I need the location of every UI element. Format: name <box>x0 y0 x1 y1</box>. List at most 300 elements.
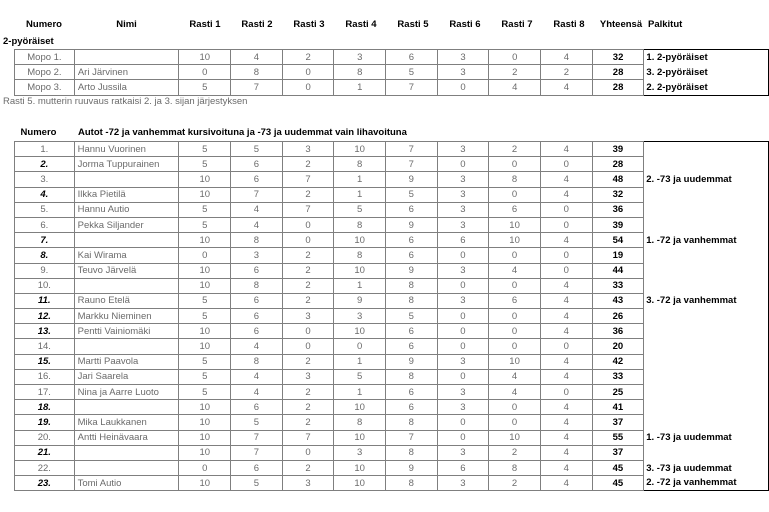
entry-number: 21. <box>15 445 75 460</box>
entry-number: 9. <box>15 263 75 278</box>
score-rasti-1: 10 <box>179 172 231 187</box>
score-rasti-7: 4 <box>489 263 541 278</box>
score-rasti-6: 3 <box>437 187 489 202</box>
total-score: 42 <box>592 354 644 369</box>
header-rasti-5: Rasti 5 <box>397 19 429 30</box>
score-rasti-4: 1 <box>334 385 386 400</box>
entry-name: Markku Nieminen <box>74 309 179 324</box>
total-score: 41 <box>592 400 644 415</box>
score-rasti-8: 0 <box>540 217 592 232</box>
score-rasti-4: 10 <box>334 142 386 157</box>
score-rasti-3: 3 <box>282 369 334 384</box>
award-label <box>644 400 769 415</box>
table-row <box>15 445 769 460</box>
total-score: 25 <box>592 385 644 400</box>
score-rasti-1: 5 <box>179 80 231 95</box>
header-rasti-4: Rasti 4 <box>345 19 377 30</box>
score-rasti-4: 8 <box>334 217 386 232</box>
entry-name <box>74 460 179 475</box>
entry-name <box>74 400 179 415</box>
header-nimi: Nimi <box>116 19 137 30</box>
score-rasti-8: 4 <box>540 293 592 308</box>
score-rasti-5: 7 <box>386 142 438 157</box>
total-score: 55 <box>592 430 644 445</box>
table-row <box>15 354 769 369</box>
score-rasti-6: 3 <box>437 445 489 460</box>
score-rasti-2: 7 <box>231 80 283 95</box>
score-rasti-1: 10 <box>179 476 231 491</box>
score-rasti-3: 3 <box>282 142 334 157</box>
score-rasti-6: 0 <box>437 278 489 293</box>
score-rasti-6: 0 <box>437 430 489 445</box>
score-rasti-3: 2 <box>282 278 334 293</box>
score-rasti-2: 4 <box>231 369 283 384</box>
score-rasti-6: 3 <box>437 385 489 400</box>
score-rasti-5: 9 <box>386 217 438 232</box>
section1-title: 2-pyöräiset <box>3 36 54 47</box>
total-score: 32 <box>592 187 644 202</box>
score-rasti-4: 10 <box>334 400 386 415</box>
score-rasti-8: 4 <box>540 369 592 384</box>
score-rasti-4: 9 <box>334 293 386 308</box>
score-rasti-7: 0 <box>489 415 541 430</box>
table-row <box>15 385 769 400</box>
entry-number: 23. <box>15 476 75 491</box>
score-rasti-1: 10 <box>179 415 231 430</box>
total-score: 26 <box>592 309 644 324</box>
score-rasti-3: 0 <box>282 65 334 80</box>
entry-name: Martti Paavola <box>74 354 179 369</box>
score-rasti-1: 5 <box>179 309 231 324</box>
entry-number: 1. <box>15 142 75 157</box>
score-rasti-7: 10 <box>489 354 541 369</box>
entry-number: 14. <box>15 339 75 354</box>
score-rasti-3: 2 <box>282 263 334 278</box>
score-rasti-7: 0 <box>489 339 541 354</box>
table-row <box>15 233 769 248</box>
entry-name: Pekka Siljander <box>74 217 179 232</box>
total-score: 19 <box>592 248 644 263</box>
total-score: 33 <box>592 369 644 384</box>
score-rasti-6: 0 <box>437 80 489 95</box>
score-rasti-7: 6 <box>489 202 541 217</box>
entry-number: 15. <box>15 354 75 369</box>
score-rasti-7: 2 <box>489 65 541 80</box>
score-rasti-5: 6 <box>386 385 438 400</box>
entry-name: Jorma Tuppurainen <box>74 157 179 172</box>
entry-name <box>74 50 179 65</box>
score-rasti-8: 0 <box>540 339 592 354</box>
total-score: 54 <box>592 233 644 248</box>
entry-number: Mopo 1. <box>15 50 75 65</box>
score-rasti-6: 3 <box>437 65 489 80</box>
score-rasti-3: 2 <box>282 248 334 263</box>
entry-name: Arto Jussila <box>74 80 179 95</box>
table-row <box>15 217 769 232</box>
total-score: 44 <box>592 263 644 278</box>
table-row <box>15 202 769 217</box>
total-score: 36 <box>592 202 644 217</box>
award-label: 2. -73 ja uudemmat <box>644 172 769 187</box>
score-rasti-7: 0 <box>489 248 541 263</box>
score-rasti-4: 1 <box>334 187 386 202</box>
score-rasti-2: 6 <box>231 400 283 415</box>
table-row <box>15 278 769 293</box>
entry-number: Mopo 3. <box>15 80 75 95</box>
score-rasti-1: 0 <box>179 248 231 263</box>
score-rasti-4: 10 <box>334 476 386 491</box>
score-rasti-2: 7 <box>231 187 283 202</box>
score-rasti-7: 0 <box>489 278 541 293</box>
score-rasti-3: 2 <box>282 293 334 308</box>
score-rasti-5: 6 <box>386 324 438 339</box>
table-row <box>15 415 769 430</box>
score-rasti-5: 9 <box>386 354 438 369</box>
score-rasti-6: 6 <box>437 233 489 248</box>
total-score: 28 <box>592 80 644 95</box>
score-rasti-8: 4 <box>540 430 592 445</box>
score-rasti-6: 3 <box>437 202 489 217</box>
score-rasti-3: 0 <box>282 80 334 95</box>
award-label: 1. 2-pyöräiset <box>644 50 769 65</box>
entry-name: Tomi Autio <box>74 476 179 491</box>
score-rasti-2: 5 <box>231 142 283 157</box>
score-rasti-3: 0 <box>282 339 334 354</box>
entry-number: 22. <box>15 460 75 475</box>
table-row <box>15 172 769 187</box>
score-rasti-8: 4 <box>540 400 592 415</box>
table-row <box>15 339 769 354</box>
header-rasti-3: Rasti 3 <box>293 19 325 30</box>
entry-name <box>74 233 179 248</box>
results-table-2-pyoraiset <box>14 49 769 96</box>
score-rasti-5: 7 <box>386 80 438 95</box>
score-rasti-2: 5 <box>231 415 283 430</box>
score-rasti-3: 7 <box>282 172 334 187</box>
score-rasti-6: 3 <box>437 263 489 278</box>
table-row <box>15 187 769 202</box>
award-label: 2. 2-pyöräiset <box>644 80 769 95</box>
score-rasti-4: 1 <box>334 354 386 369</box>
score-rasti-3: 7 <box>282 430 334 445</box>
score-rasti-1: 10 <box>179 50 231 65</box>
score-rasti-3: 0 <box>282 445 334 460</box>
score-rasti-5: 6 <box>386 233 438 248</box>
table-row <box>15 460 769 475</box>
score-rasti-2: 8 <box>231 278 283 293</box>
score-rasti-6: 3 <box>437 172 489 187</box>
table-row <box>15 369 769 384</box>
score-rasti-8: 4 <box>540 142 592 157</box>
score-rasti-3: 2 <box>282 187 334 202</box>
award-label <box>644 157 769 172</box>
score-rasti-2: 4 <box>231 202 283 217</box>
score-rasti-6: 3 <box>437 400 489 415</box>
total-score: 43 <box>592 293 644 308</box>
entry-number: 3. <box>15 172 75 187</box>
entry-number: 17. <box>15 385 75 400</box>
award-label <box>644 339 769 354</box>
score-rasti-7: 0 <box>489 157 541 172</box>
entry-name: Ari Järvinen <box>74 65 179 80</box>
score-rasti-7: 0 <box>489 309 541 324</box>
score-rasti-5: 8 <box>386 415 438 430</box>
score-rasti-8: 4 <box>541 80 593 95</box>
score-rasti-8: 0 <box>540 157 592 172</box>
score-rasti-8: 4 <box>540 476 592 491</box>
entry-name <box>74 172 179 187</box>
score-rasti-4: 8 <box>334 415 386 430</box>
score-rasti-1: 5 <box>179 354 231 369</box>
header-yhteensa: Yhteensä <box>599 19 643 30</box>
score-rasti-7: 2 <box>489 445 541 460</box>
score-rasti-7: 6 <box>489 293 541 308</box>
score-rasti-6: 0 <box>437 415 489 430</box>
score-rasti-8: 4 <box>540 172 592 187</box>
score-rasti-4: 10 <box>334 233 386 248</box>
score-rasti-2: 8 <box>231 354 283 369</box>
score-rasti-6: 3 <box>437 476 489 491</box>
total-score: 28 <box>592 65 644 80</box>
entry-name: Teuvo Järvelä <box>74 263 179 278</box>
header-rasti-8: Rasti 8 <box>553 19 585 30</box>
score-rasti-5: 6 <box>386 339 438 354</box>
score-rasti-7: 10 <box>489 217 541 232</box>
award-label <box>644 187 769 202</box>
score-rasti-7: 0 <box>489 400 541 415</box>
score-rasti-8: 2 <box>541 65 593 80</box>
award-label <box>644 369 769 384</box>
score-rasti-6: 0 <box>437 369 489 384</box>
award-label <box>644 415 769 430</box>
entry-number: 6. <box>15 217 75 232</box>
entry-name: Hannu Autio <box>74 202 179 217</box>
score-rasti-4: 5 <box>334 369 386 384</box>
award-label <box>644 278 769 293</box>
score-rasti-8: 0 <box>540 202 592 217</box>
header-rasti-1: Rasti 1 <box>189 19 221 30</box>
score-rasti-5: 8 <box>386 293 438 308</box>
score-rasti-4: 8 <box>334 157 386 172</box>
score-rasti-6: 0 <box>437 157 489 172</box>
score-rasti-7: 8 <box>489 460 541 475</box>
total-score: 39 <box>592 142 644 157</box>
score-rasti-3: 7 <box>282 202 334 217</box>
score-rasti-5: 8 <box>386 369 438 384</box>
score-rasti-4: 3 <box>334 50 386 65</box>
score-rasti-2: 6 <box>231 157 283 172</box>
score-rasti-5: 6 <box>386 50 438 65</box>
total-score: 39 <box>592 217 644 232</box>
entry-name: Ilkka Pietilä <box>74 187 179 202</box>
table-row <box>15 248 769 263</box>
score-rasti-7: 0 <box>489 187 541 202</box>
entry-name: Rauno Etelä <box>74 293 179 308</box>
entry-number: 10. <box>15 278 75 293</box>
award-label <box>644 263 769 278</box>
section1-note: Rasti 5. mutterin ruuvaus ratkaisi 2. ja 3. sijan järjestyksen <box>3 96 248 107</box>
score-rasti-5: 7 <box>386 430 438 445</box>
score-rasti-5: 5 <box>386 187 438 202</box>
score-rasti-3: 2 <box>282 400 334 415</box>
score-rasti-8: 0 <box>540 385 592 400</box>
entry-number: 12. <box>15 309 75 324</box>
score-rasti-5: 8 <box>386 476 438 491</box>
score-rasti-7: 10 <box>489 430 541 445</box>
entry-number: 11. <box>15 293 75 308</box>
award-label <box>644 385 769 400</box>
score-rasti-1: 5 <box>179 202 231 217</box>
score-rasti-5: 9 <box>386 460 438 475</box>
score-rasti-4: 10 <box>334 430 386 445</box>
section2-title: Autot -72 ja vanhemmat kursivoituna ja -73 ja uudemmat vain lihavoituna <box>78 127 407 138</box>
score-rasti-4: 3 <box>334 309 386 324</box>
award-label: 1. -72 ja vanhemmat <box>644 233 769 248</box>
header-rasti-7: Rasti 7 <box>501 19 533 30</box>
score-rasti-8: 4 <box>540 278 592 293</box>
score-rasti-8: 4 <box>540 354 592 369</box>
table-row <box>15 430 769 445</box>
score-rasti-8: 4 <box>540 233 592 248</box>
score-rasti-8: 4 <box>540 460 592 475</box>
award-label <box>644 142 769 157</box>
score-rasti-1: 0 <box>179 65 231 80</box>
total-score: 36 <box>592 324 644 339</box>
table-row <box>15 263 769 278</box>
score-rasti-5: 6 <box>386 202 438 217</box>
header-palkitut: Palkitut <box>648 19 683 30</box>
score-rasti-2: 6 <box>231 293 283 308</box>
score-rasti-8: 4 <box>541 50 593 65</box>
table-row <box>15 293 769 308</box>
score-rasti-4: 1 <box>334 80 386 95</box>
score-rasti-5: 5 <box>386 309 438 324</box>
score-rasti-4: 10 <box>334 460 386 475</box>
score-rasti-1: 10 <box>179 233 231 248</box>
award-label <box>644 354 769 369</box>
score-rasti-6: 3 <box>437 293 489 308</box>
score-rasti-3: 0 <box>282 217 334 232</box>
score-rasti-1: 5 <box>179 157 231 172</box>
score-rasti-1: 5 <box>179 369 231 384</box>
score-rasti-7: 10 <box>489 233 541 248</box>
score-rasti-5: 9 <box>386 263 438 278</box>
score-rasti-8: 4 <box>540 309 592 324</box>
score-rasti-4: 1 <box>334 172 386 187</box>
score-rasti-5: 6 <box>386 248 438 263</box>
award-label <box>644 445 769 460</box>
score-rasti-3: 0 <box>282 233 334 248</box>
score-rasti-1: 10 <box>179 430 231 445</box>
score-rasti-2: 5 <box>231 476 283 491</box>
score-rasti-2: 7 <box>231 445 283 460</box>
score-rasti-5: 6 <box>386 400 438 415</box>
score-rasti-2: 4 <box>231 339 283 354</box>
score-rasti-1: 5 <box>179 142 231 157</box>
score-rasti-1: 5 <box>179 293 231 308</box>
score-rasti-2: 8 <box>231 65 283 80</box>
score-rasti-3: 0 <box>282 324 334 339</box>
score-rasti-6: 0 <box>437 339 489 354</box>
total-score: 33 <box>592 278 644 293</box>
table-row <box>15 80 769 95</box>
total-score: 32 <box>592 50 644 65</box>
total-score: 45 <box>592 460 644 475</box>
score-rasti-4: 10 <box>334 263 386 278</box>
score-rasti-7: 2 <box>489 142 541 157</box>
score-rasti-2: 6 <box>231 460 283 475</box>
total-score: 37 <box>592 445 644 460</box>
score-rasti-2: 4 <box>231 217 283 232</box>
entry-number: 2. <box>15 157 75 172</box>
award-label: 3. 2-pyöräiset <box>644 65 769 80</box>
score-rasti-7: 4 <box>489 385 541 400</box>
score-rasti-8: 0 <box>540 263 592 278</box>
entry-number: 7. <box>15 233 75 248</box>
score-rasti-3: 2 <box>282 385 334 400</box>
score-rasti-1: 0 <box>179 460 231 475</box>
score-rasti-2: 8 <box>231 233 283 248</box>
award-label: 2. -72 ja vanhemmat <box>644 476 769 491</box>
table-row <box>15 476 769 491</box>
score-rasti-1: 10 <box>179 187 231 202</box>
score-rasti-1: 5 <box>179 385 231 400</box>
table-row <box>15 142 769 157</box>
award-label <box>644 217 769 232</box>
score-rasti-4: 8 <box>334 65 386 80</box>
score-rasti-8: 0 <box>540 248 592 263</box>
total-score: 37 <box>592 415 644 430</box>
score-rasti-5: 8 <box>386 445 438 460</box>
score-rasti-2: 6 <box>231 263 283 278</box>
score-rasti-7: 0 <box>489 50 541 65</box>
entry-number: 4. <box>15 187 75 202</box>
score-rasti-7: 4 <box>489 80 541 95</box>
table-row <box>15 309 769 324</box>
score-rasti-1: 10 <box>179 263 231 278</box>
score-rasti-1: 10 <box>179 445 231 460</box>
score-rasti-2: 6 <box>231 172 283 187</box>
header-rasti-6: Rasti 6 <box>449 19 481 30</box>
entry-name: Mika Laukkanen <box>74 415 179 430</box>
entry-number: Mopo 2. <box>15 65 75 80</box>
score-rasti-7: 8 <box>489 172 541 187</box>
score-rasti-1: 5 <box>179 217 231 232</box>
entry-name: Kai Wirama <box>74 248 179 263</box>
table-row <box>15 50 769 65</box>
entry-name: Hannu Vuorinen <box>74 142 179 157</box>
score-rasti-3: 2 <box>282 460 334 475</box>
award-label: 1. -73 ja uudemmat <box>644 430 769 445</box>
entry-number: 5. <box>15 202 75 217</box>
award-label <box>644 324 769 339</box>
header-rasti-2: Rasti 2 <box>241 19 273 30</box>
entry-number: 16. <box>15 369 75 384</box>
score-rasti-6: 0 <box>437 324 489 339</box>
table-row <box>15 400 769 415</box>
award-label: 3. -72 ja vanhemmat <box>644 293 769 308</box>
score-rasti-1: 10 <box>179 324 231 339</box>
award-label <box>644 202 769 217</box>
entry-name: Antti Heinävaara <box>74 430 179 445</box>
score-rasti-8: 4 <box>540 324 592 339</box>
award-label <box>644 309 769 324</box>
score-rasti-4: 5 <box>334 202 386 217</box>
entry-name <box>74 445 179 460</box>
total-score: 20 <box>592 339 644 354</box>
score-rasti-4: 1 <box>334 278 386 293</box>
table-row <box>15 65 769 80</box>
